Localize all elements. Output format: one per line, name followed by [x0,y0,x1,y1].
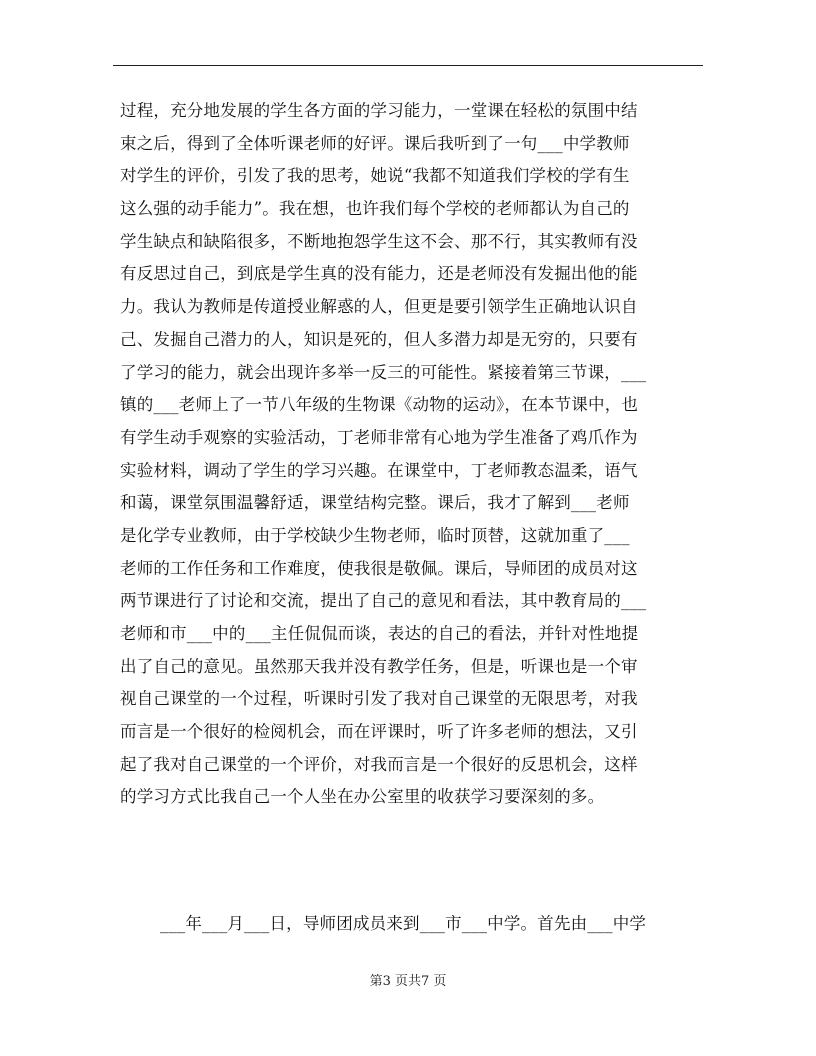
text-line: 老师和市___中的___主任侃侃而谈，表达的自己的看法，并针对性地提 [120,624,639,643]
text-line: 镇的___老师上了一节八年级的生物课《动物的运动》，在本节课中，也 [120,395,639,415]
text-line: 视自己课堂的一个过程，听课时引发了我对自己课堂的无限思考，对我 [120,689,638,709]
text-line: 而言是一个很好的检阅机会，而在评课时，听了许多老师的想法，又引 [120,722,638,742]
text-line: 有学生动手观察的实验活动，丁老师非常有心地为学生准备了鸡爪作为 [120,427,638,447]
text-line: 己、发掘自己潜力的人，知识是死的，但人多潜力却是无穷的，只要有 [120,329,638,349]
text-line: 的学习方式比我自己一个人坐在办公室里的收获学习要深刻的多。 [120,787,605,807]
text-line: 实验材料，调动了学生的学习兴趣。在课堂中，丁老师教态温柔，语气 [120,460,638,480]
text-line: 过程，充分地发展的学生各方面的学习能力，一堂课在轻松的氛围中结 [120,101,638,120]
text-line: 两节课进行了讨论和交流，提出了自己的意见和看法，其中教育局的___ [120,591,647,611]
header-rule [113,65,703,66]
text-line: 学生缺点和缺陷很多，不断地抱怨学生这不会、那不行，其实教师有没 [120,231,638,251]
text-line: 有反思过自己，到底是学生真的没有能力，还是老师没有发掘出他的能 [120,264,638,284]
text-line: 起了我对自己课堂的一个评价，对我而言是一个很好的反思机会，这样 [120,754,638,774]
text-line: 老师的工作任务和工作难度，使我很是敬佩。课后，导师团的成员对这 [120,558,638,578]
text-line: 束之后，得到了全体听课老师的好评。课后我听到了一句___中学教师 [120,133,630,153]
text-line: 力。我认为教师是传道授业解惑的人，但更是要引领学生正确地认识自 [120,297,638,317]
text-line: 和蔼，课堂氛围温馨舒适，课堂结构完整。课后，我才了解到___老师 [120,493,630,513]
text-line: 是化学专业教师，由于学校缺少生物老师，临时顶替，这就加重了___ [120,525,630,545]
paragraph-2-first-line: ___年___月___日，导师团成员来到___市___中学。首先由___中学 [160,914,647,933]
text-line: 对学生的评价，引发了我的思考，她说“我都不知道我们学校的学有生 [120,166,630,186]
text-line: 这么强的动手能力”。我在想，也许我们每个学校的老师都认为自己的 [120,199,630,219]
document-body [120,95,700,814]
page-number-footer: 第3 页共7 页 [369,974,447,989]
text-line: 出了自己的意见。虽然那天我并没有教学任务，但是，听课也是一个审 [120,656,638,676]
text-line: 了学习的能力，就会出现许多举一反三的可能性。紧接着第三节课，___ [120,362,647,382]
